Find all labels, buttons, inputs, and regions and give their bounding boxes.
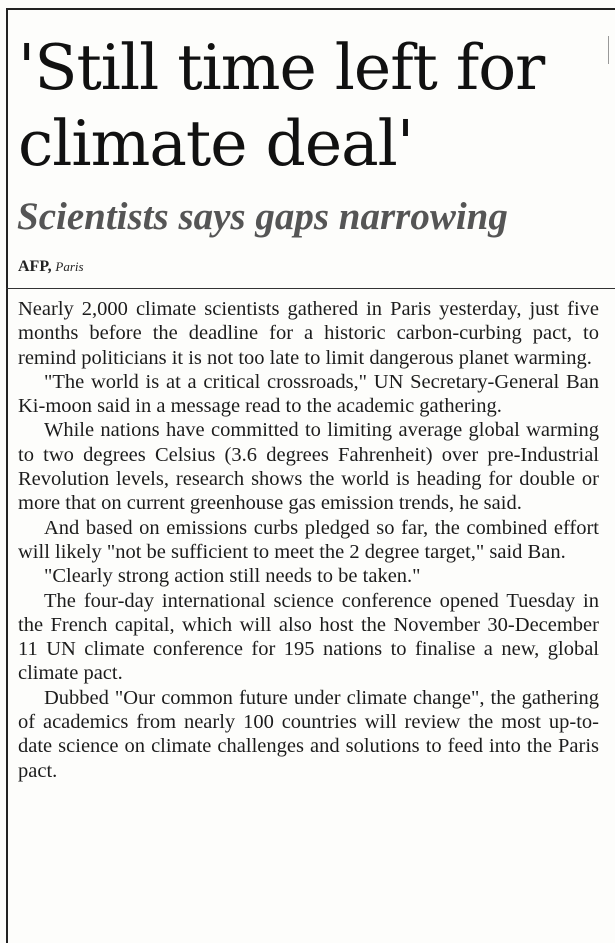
top-border-rule xyxy=(6,8,615,10)
right-edge-mark xyxy=(608,36,609,64)
body-paragraph: While nations have committed to limiting average global warming to two degrees Celsius (3.6 degrees Fahrenheit) over pre-Industrial Revolution levels, research shows the world is heading for double or more that on current greenhouse gas emission trends, he said. xyxy=(18,419,599,515)
section-divider xyxy=(6,288,615,289)
byline-agency: AFP, xyxy=(18,258,52,275)
body-paragraph: "The world is at a critical crossroads," UN Secretary-General Ban Ki-moon said in a message read to the academic gathering. xyxy=(18,370,599,418)
body-paragraph: "Clearly strong action still needs to be taken." xyxy=(44,565,421,588)
body-paragraph: The four-day international science conference opened Tuesday in the French capital, which will also host the November 30-December 11 UN climate conference for 195 nations to finalise a new, global climate pact. xyxy=(18,589,599,685)
body-paragraph: Dubbed "Our common future under climate change", the gathering of academics from nearly 100 countries will review the most up-to-date science on climate challenges and solutions to feed into the Paris pact. xyxy=(18,686,599,782)
article-body xyxy=(18,297,599,783)
article-subheadline: Scientists says gaps narrowing xyxy=(17,195,508,238)
article-byline xyxy=(18,257,84,277)
body-paragraph: And based on emissions curbs pledged so far, the combined effort will likely "not be sufficient to meet the 2 degree target," said Ban. xyxy=(18,516,599,563)
body-paragraph: Nearly 2,000 climate scientists gathered in Paris yesterday, just five months before the deadline for a historic carbon-curbing pact, to remind politicians it is not too late to limit dangerous planet warming. xyxy=(18,298,599,369)
article-headline: 'Still time left for climate deal' xyxy=(18,31,545,180)
byline-location: Paris xyxy=(55,259,84,274)
left-border-rule xyxy=(6,8,8,943)
